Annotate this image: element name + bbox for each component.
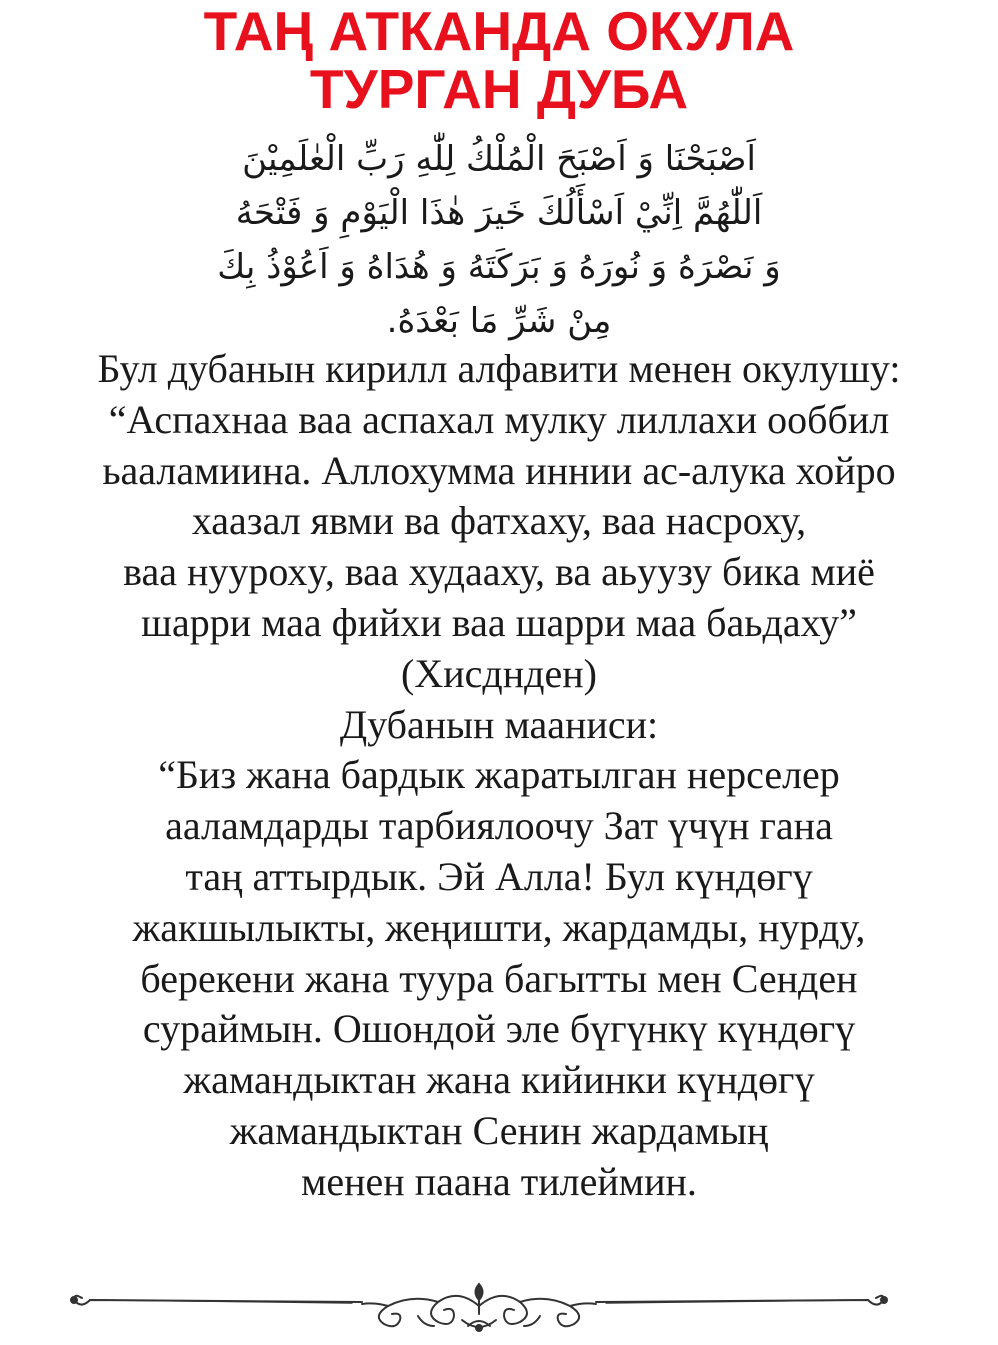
meaning-line-1: “Биз жана бардык жаратылган нерселер: [158, 752, 840, 798]
arabic-line-1: اَصْبَحْنَا وَ اَصْبَحَ الْمُلْكُ لِلّٰهِ رَبِّ الْعٰلَمِيْنَ: [242, 139, 756, 179]
transliteration-heading: Бул дубанын кирилл алфавити менен окулушу:: [97, 346, 901, 391]
meaning-line-5: берекени жана туура багытты мен Сенден: [140, 955, 858, 1001]
arabic-line-3: وَ نَصْرَهُ وَ نُورَهُ وَ بَرَكَتَهُ وَ هُدَاهُ وَ اَعُوْذُ بِكَ: [217, 247, 781, 287]
transliteration-line-2: ьааламиина. Аллохумма иннии ас-алука хойро: [102, 447, 896, 493]
prayer-body: [0, 344, 998, 1208]
page-title: [0, 2, 998, 118]
arabic-line-2: اَللّٰهُمَّ اِنِّيْ اَسْأَلُكَ خَيرَ هٰذَا الْيَوْمِ وَ فَتْحَهُ: [235, 193, 763, 233]
title-line-1: ТАҢ АТКАНДА ОКУЛА: [203, 0, 795, 62]
source-note: (Хисднден): [401, 650, 597, 696]
arabic-line-4: مِنْ شَرِّ مَا بَعْدَهُ.: [386, 301, 612, 341]
meaning-line-8: жамандыктан Сенин жардамың: [229, 1107, 769, 1153]
meaning-line-7: жамандыктан жана кийинки күндөгү: [183, 1057, 815, 1103]
meaning-line-6: сураймын. Ошондой эле бүгүнкү күндөгү: [142, 1006, 856, 1052]
floral-divider-icon: [62, 1276, 896, 1340]
transliteration-line-3: хаазал явми ва фатхаху, ваа насроху,: [191, 498, 807, 544]
transliteration-line-1: “Аспахнаа ваа аспахал мулку лиллахи ооббил: [108, 396, 890, 442]
meaning-heading: Дубанын мааниси:: [339, 701, 659, 747]
meaning-line-3: таң аттырдык. Эй Алла! Бул күндөгү: [185, 853, 813, 899]
title-line-2: ТУРГАН ДУБА: [309, 58, 689, 120]
transliteration-line-4: ваа нуурохy, ваа худааху, ва аьуузу бика миё: [123, 549, 875, 595]
arabic-prayer-text: [0, 132, 998, 348]
transliteration-line-5: шарри маа фийхи ваа шарри маа баьдаху”: [141, 599, 857, 645]
meaning-line-4: жакшылыкты, жеңишти, жардамды, нурду,: [132, 904, 866, 950]
meaning-line-9: менен паана тилеймин.: [301, 1158, 697, 1204]
meaning-line-2: ааламдарды тарбиялоочу Зат үчүн гана: [165, 803, 833, 849]
